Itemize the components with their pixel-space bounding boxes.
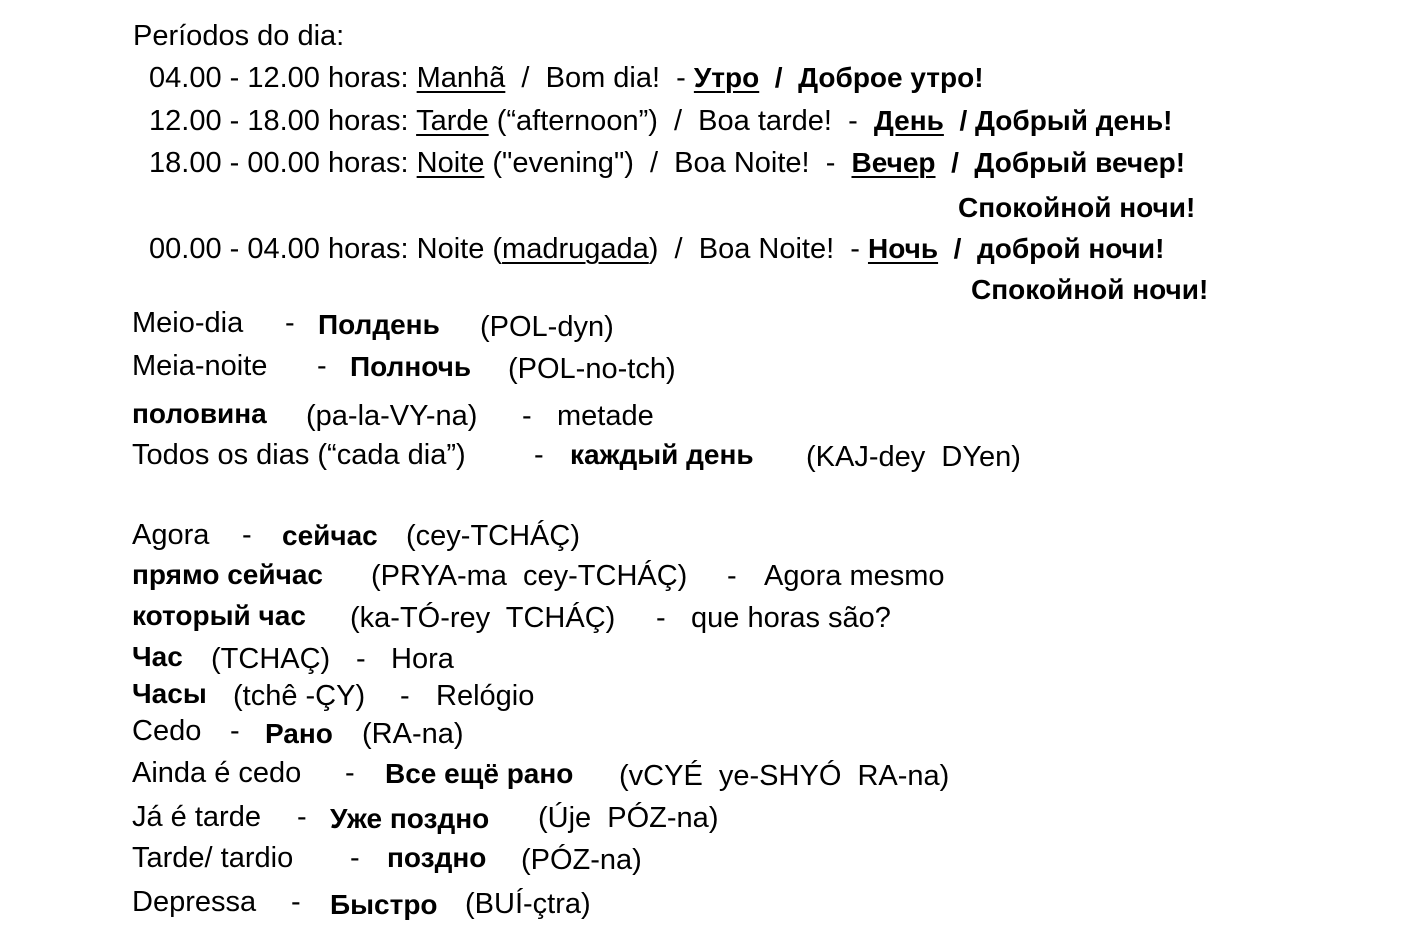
vocab-dash: - bbox=[534, 439, 544, 471]
vocab-ru: Полдень bbox=[318, 309, 440, 340]
period-ru-name: Ночь bbox=[867, 233, 939, 264]
vocab-pron: (BUÍ-çtra) bbox=[465, 888, 591, 920]
period-ru-greeting: Добрый вечер! bbox=[974, 147, 1186, 178]
period-pt-greeting: / Boa tarde! - bbox=[657, 105, 874, 137]
period-pt-greeting: / Boa Noite! - bbox=[658, 233, 868, 265]
period-ru-greeting: Добрый день! bbox=[975, 105, 1173, 136]
vocab-dash: - bbox=[727, 560, 737, 592]
period-row bbox=[149, 103, 1173, 139]
period-ru-extra: Спокойной ночи! bbox=[958, 192, 1196, 223]
vocab-dash: - bbox=[522, 400, 532, 432]
vocab-pron: (PRYA-ma cey-TCHÁÇ) bbox=[371, 560, 688, 592]
vocab-ru: прямо сейчас bbox=[132, 559, 323, 590]
vocab-pron: (vCYÉ ye-SHYÓ RA-na) bbox=[619, 760, 950, 792]
period-separator: / bbox=[935, 147, 975, 178]
vocab-pron: (Úje PÓZ-na) bbox=[538, 802, 719, 834]
vocab-dash: - bbox=[297, 801, 307, 833]
vocab-pt: Meia-noite bbox=[132, 350, 268, 382]
vocab-pt: Meio-dia bbox=[132, 307, 244, 339]
period-pt-name: Manhã bbox=[416, 62, 506, 94]
vocab-ru: поздно bbox=[387, 842, 487, 873]
period-separator: / bbox=[938, 233, 977, 264]
period-pt-extra: (“afternoon”) bbox=[488, 105, 658, 137]
vocab-pron: (tchê -ÇY) bbox=[233, 680, 366, 712]
vocab-ru: половина bbox=[132, 398, 267, 429]
vocab-pron: (KAJ-dey DYen) bbox=[806, 441, 1021, 473]
vocab-ru: Уже поздно bbox=[330, 803, 490, 834]
vocab-dash: - bbox=[285, 307, 295, 339]
vocab-dash: - bbox=[356, 643, 366, 675]
vocab-ru: Часы bbox=[132, 678, 207, 709]
vocab-dash: - bbox=[317, 350, 327, 382]
vocab-pron: (PÓZ-na) bbox=[521, 844, 642, 876]
period-row bbox=[149, 231, 1164, 267]
vocab-pron: (POL-dyn) bbox=[480, 311, 614, 343]
period-separator: / bbox=[759, 62, 799, 93]
vocab-dash: - bbox=[230, 715, 240, 747]
period-pt-greeting: / Bom dia! - bbox=[505, 62, 694, 94]
period-pt-extra: ("evening") bbox=[484, 147, 634, 179]
vocab-ru: Быстро bbox=[330, 889, 438, 920]
period-ru-name: День bbox=[873, 105, 944, 136]
vocab-pt: Tarde/ tardio bbox=[132, 842, 294, 874]
vocab-pt: Agora mesmo bbox=[764, 560, 945, 592]
period-range: 00.00 - 04.00 horas: Noite ( bbox=[149, 233, 503, 265]
vocab-pt: Ainda é cedo bbox=[132, 757, 302, 789]
vocab-pron: (TCHAÇ) bbox=[211, 643, 331, 675]
period-ru-extra: Спокойной ночи! bbox=[971, 274, 1209, 305]
period-row bbox=[149, 145, 1185, 181]
vocab-pt: Hora bbox=[391, 643, 454, 675]
period-separator: / bbox=[943, 105, 976, 136]
vocab-ru: сейчас bbox=[282, 520, 378, 551]
vocab-pt: Depressa bbox=[132, 886, 257, 918]
vocab-dash: - bbox=[400, 680, 410, 712]
vocab-pt: Agora bbox=[132, 519, 210, 551]
vocab-pt: que horas são? bbox=[691, 602, 891, 634]
vocab-ru: каждый день bbox=[570, 439, 754, 470]
vocab-dash: - bbox=[656, 602, 666, 634]
vocab-ru: Рано bbox=[265, 718, 333, 749]
vocab-dash: - bbox=[350, 842, 360, 874]
vocab-ru: Полночь bbox=[350, 351, 472, 382]
vocab-ru: который час bbox=[132, 600, 306, 631]
vocab-pron: (RA-na) bbox=[362, 718, 464, 750]
period-pt-name: Tarde bbox=[416, 105, 489, 137]
period-pt-extra: ) bbox=[648, 233, 659, 265]
period-range: 18.00 - 00.00 horas: bbox=[149, 147, 417, 179]
period-ru-greeting: доброй ночи! bbox=[976, 233, 1165, 264]
period-range: 04.00 - 12.00 horas: bbox=[149, 62, 417, 94]
vocab-ru: Все ещё рано bbox=[385, 758, 574, 789]
vocab-pt: Cedo bbox=[132, 715, 202, 747]
vocab-ru: Час bbox=[132, 641, 183, 672]
vocab-pron: (cey-TCHÁÇ) bbox=[406, 520, 580, 552]
period-range: 12.00 - 18.00 horas: bbox=[149, 105, 417, 137]
vocab-pron: (ka-TÓ-rey TCHÁÇ) bbox=[350, 602, 616, 634]
vocab-dash: - bbox=[242, 519, 252, 551]
period-pt-greeting: / Boa Noite! - bbox=[633, 147, 852, 179]
vocab-dash: - bbox=[291, 886, 301, 918]
vocab-pron: (POL-no-tch) bbox=[508, 353, 676, 385]
period-ru-name: Утро bbox=[693, 62, 760, 93]
period-row bbox=[149, 60, 984, 96]
period-ru-greeting: Доброе утро! bbox=[798, 62, 984, 93]
page-title: Períodos do dia: bbox=[133, 20, 345, 52]
period-pt-name: madrugada bbox=[502, 233, 649, 265]
vocab-pt: metade bbox=[557, 400, 654, 432]
period-ru-name: Вечер bbox=[851, 147, 936, 178]
vocab-pt: Todos os dias (“cada dia”) bbox=[132, 439, 466, 471]
vocab-pron: (pa-la-VY-na) bbox=[306, 400, 478, 432]
vocab-pt: Relógio bbox=[436, 680, 535, 712]
period-pt-name: Noite bbox=[416, 147, 485, 179]
vocab-pt: Já é tarde bbox=[132, 801, 261, 833]
vocab-dash: - bbox=[345, 757, 355, 789]
